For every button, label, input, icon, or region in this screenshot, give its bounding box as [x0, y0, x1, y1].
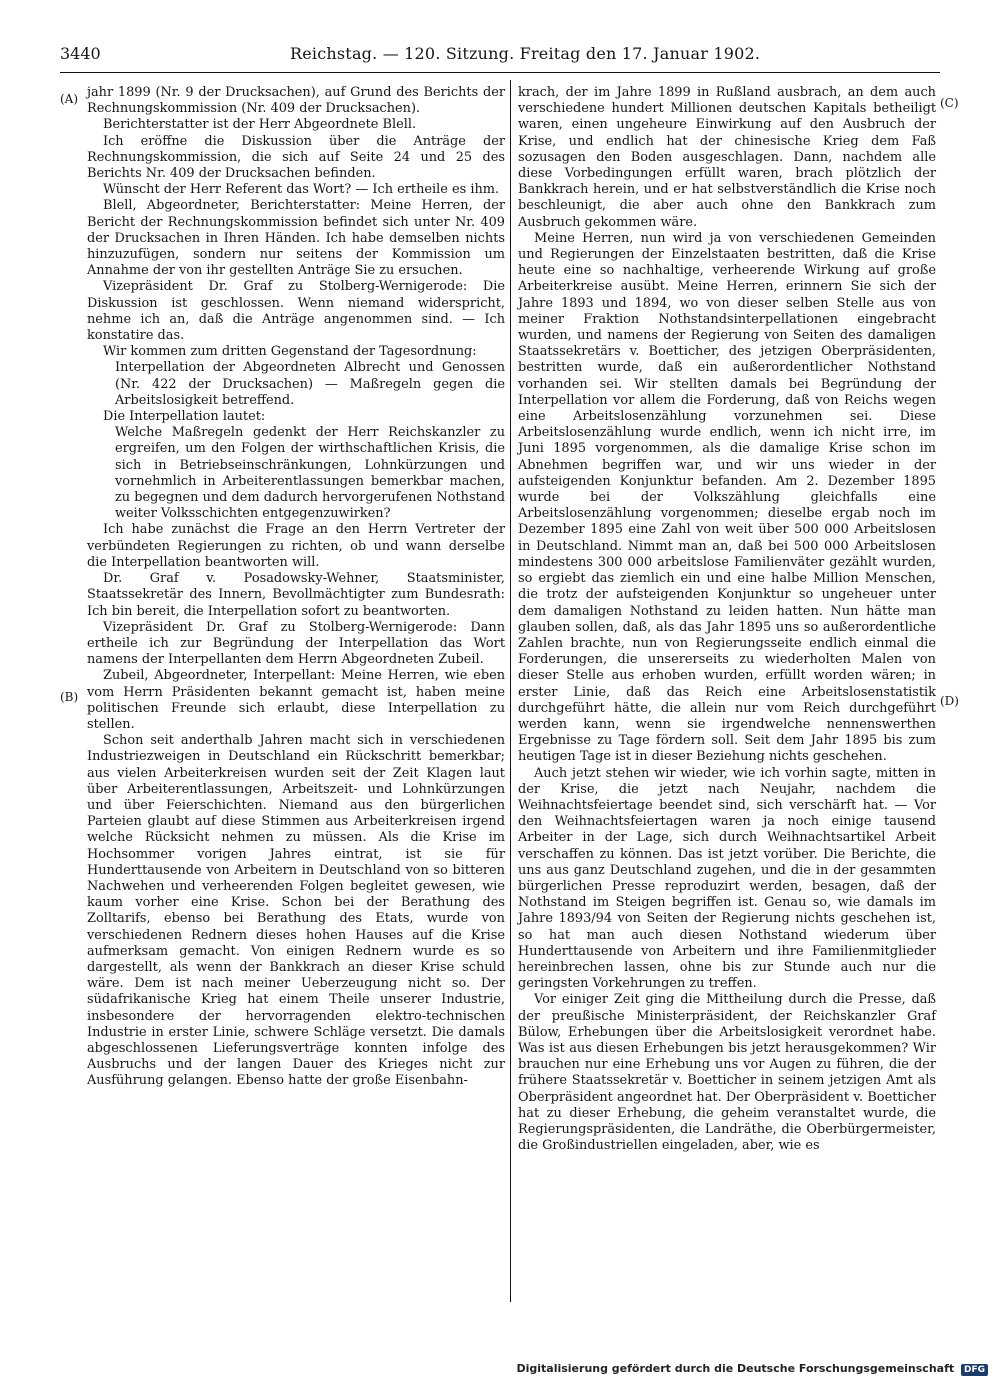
paragraph: jahr 1899 (Nr. 9 der Drucksachen), auf Grund des Berichts der Rechnungskommission (Nr. 409 der Drucksachen).: [87, 85, 505, 117]
paragraph: Vizepräsident Dr. Graf zu Stolberg-Wernigerode: Dann ertheile ich zur Begründung der Interpellation das Wort namens der Interpellanten dem Herrn Abgeordneten Zubeil.: [87, 619, 505, 668]
paragraph: Wünscht der Herr Referent das Wort? — Ich ertheile es ihm.: [103, 182, 500, 198]
paragraph: Berichterstatter ist der Herr Abgeordnete Blell.: [103, 117, 417, 133]
paragraph: Vor einiger Zeit ging die Mittheilung durch die Presse, daß der preußische Ministerpräsident, der Reichskanzler Graf Bülow, Erhebungen über die Arbeitslosigkeit verordnet habe. Was ist aus diesen Erhebungen bis jetzt herausgekommen? Wir brauchen nur eine Erhebung uns vor Augen zu führen, die der frühere Staatssekretär v. Boetticher in seinem jetzigen Amt als Oberpräsident angeordnet hat. Der Oberpräsident v. Boetticher hat zu dieser Erhebung, die geheim veranstaltet wurde, die Regierungspräsidenten, die Landräthe, die Oberbürgermeister, die Großindustriellen eingeladen, aber, wie es: [518, 992, 936, 1154]
dfg-logo: DFG: [961, 1364, 988, 1376]
paragraph: Ich eröffne die Diskussion über die Anträge der Rechnungskommission, die sich auf Seite 24 und 25 des Berichts Nr. 409 der Drucksachen befinden.: [87, 133, 505, 182]
right-column: [518, 85, 936, 1154]
left-column: [87, 85, 505, 1090]
paragraph: Dr. Graf v. Posadowsky-Wehner, Staatsminister, Staatssekretär des Innern, Bevollmächtigter zum Bundesrath: Ich bin bereit, die Interpellation sofort zu beantworten.: [87, 571, 505, 619]
interpellation-text: Welche Maßregeln gedenkt der Herr Reichskanzler zu ergreifen, um den Folgen der wirthschaftlichen Krisis, die sich in Betriebseinschränkungen, Lohnkürzungen und vornehmlich in Arbeiterentlassungen bemerkbar machen, zu begegnen und dem dadurch hervorgerufenen Nothstand weiter Volksschichten entgegenzuwirken?: [115, 425, 505, 522]
margin-mark-d: (D): [940, 694, 959, 708]
footer-credit: [516, 1362, 988, 1376]
running-title: Reichstag. — 120. Sitzung. Freitag den 17. Januar 1902.: [290, 44, 761, 63]
paragraph: Zubeil, Abgeordneter, Interpellant: Meine Herren, wie eben vom Herrn Präsidenten bekannt gemacht ist, haben meine politischen Freunde sich erlaubt, diese Interpellation zu stellen.: [87, 668, 505, 732]
page-header: [60, 44, 940, 66]
paragraph: Vizepräsident Dr. Graf zu Stolberg-Wernigerode: Die Diskussion ist geschlossen. Wenn niemand widerspricht, nehme ich an, daß die Anträge angenommen sind. — Ich konstatire das.: [87, 279, 505, 344]
header-rule: [60, 72, 940, 73]
paragraph: Meine Herren, nun wird ja von verschiedenen Gemeinden und Regierungen der Einzelstaaten bestritten, daß die Krise heute eine so nachhaltige, verheerende Wirkung auf große Arbeiterkreise ausübt. Meine Herren, erinnern Sie sich der Jahre 1893 und 1894, wo von dieser selben Stelle aus von meiner Fraktion Nothstandsinterpellationen eingebracht wurden, und namens der Regierung von Seiten des damaligen Staatssekretärs v. Boetticher, des jetzigen Oberpräsidenten, bestritten wurde, daß ein außerordentlicher Nothstand vorhanden sei. Wir stellten damals bei Begründung der Interpellation vor allem die Forderung, daß von Reichs wegen eine Arbeitslosenzählung vorzunehmen sei. Diese Arbeitslosenzählung wurde endlich, wenn ich nicht irre, im Juni 1895 vorgenommen, als die damalige Krise schon im Abnehmen begriffen war, und wir uns wieder in der aufsteigenden Konjunktur befanden. Am 2. Dezember 1895 wurde bei der Volkszählung gleichfalls eine Arbeitslosenzählung vorgenommen; dieselbe ergab noch im Dezember 1895 eine Zahl von weit über 500 000 Arbeitslosen in Deutschland. Nimmt man an, daß bei 500 000 Arbeitslosen mindestens 300 000 arbeitslose Familienväter gezählt wurden, so ergiebt das ziemlich ein und eine halbe Million Menschen, die trotz der aufsteigenden Konjunktur so ungeheuer unter dem damaligen Nothstand zu leiden hatten. Nun hätte man glauben sollen, daß, als das Jahr 1895 uns so außerordentliche Zahlen brachte, nun von Regierungsseite endlich einmal die Forderungen, die unsererseits zu wiederholten Malen von dieser Stelle aus erhoben wurden, erfüllt worden wären; in erster Linie, daß das Reich eine Arbeitslosenstatistik durchgeführt hätte, die allein nur vom Reich durchgeführt werden kann, wenn sie irgendwelche nennenswerthen Ergebnisse zu Tage fördern soll. Seit dem Jahr 1895 bis zum heutigen Tage ist in dieser Beziehung nichts geschehen.: [518, 230, 936, 765]
page-number: 3440: [60, 44, 101, 63]
footer-text: Digitalisierung gefördert durch die Deutsche Forschungsgemeinschaft: [516, 1362, 955, 1375]
agenda-item: Interpellation der Abgeordneten Albrecht und Genossen (Nr. 422 der Drucksachen) — Maßregeln gegen die Arbeitslosigkeit betreffend.: [115, 360, 505, 408]
margin-mark-a: (A): [60, 92, 79, 106]
paragraph: Ich habe zunächst die Frage an den Herrn Vertreter der verbündeten Regierungen zu richten, ob und wann derselbe die Interpellation beantworten will.: [87, 522, 505, 570]
paragraph: Auch jetzt stehen wir wieder, wie ich vorhin sagte, mitten in der Krise, die jetzt nach Neujahr, nachdem die Weihnachtsfeiertage beendet sind, sich verschärft hat. — Vor den Weihnachtsfeiertagen waren ja noch einige tausend Arbeiter in der Lage, sich durch Weihnachtsartikel Arbeit verschaffen zu können. Das ist jetzt vorüber. Die Berichte, die uns aus ganz Deutschland zugehen, und die in der gesammten bürgerlichen Presse reproduzirt werden, besagen, daß der Nothstand im Steigen begriffen ist. Genau so, wie damals im Jahre 1893/94 von Seiten der Regierung nichts geschehen ist, so hat man auch diesen Nothstand wiederum über Hunderttausende von Arbeitern und ihre Familienmitglieder hereinbrechen lassen, ohne bis zur Stunde auch nur die geringsten Vorkehrungen zu treffen.: [518, 765, 936, 992]
paragraph: Wir kommen zum dritten Gegenstand der Tagesordnung:: [103, 344, 477, 360]
paragraph: krach, der im Jahre 1899 in Rußland ausbrach, an dem auch verschiedene hundert Millionen deutschen Kapitals betheiligt waren, einen ungeheure Einwirkung auf den Ausbruch der Krise, und endlich hat der chinesische Krieg dem Faß sozusagen den Boden ausgeschlagen. Dann, nachdem alle diese Vorbedingungen erfüllt waren, brach plötzlich der Bankkrach herein, und er hat selbstverständlich die Krise noch beschleunigt, die aber auch ohne den Bankkrach zum Ausbruch gekommen wäre.: [518, 85, 936, 230]
paragraph: Die Interpellation lautet:: [103, 409, 266, 425]
column-divider: [510, 80, 511, 1302]
paragraph: Schon seit anderthalb Jahren macht sich in verschiedenen Industriezweigen in Deutschland ein Rückschritt bemerkbar; aus vielen Arbeiterkreisen wurden seit der Zeit Klagen laut über Arbeiterentlassungen, Arbeitszeit- und Lohnkürzungen und über Feierschichten. Niemand aus den bürgerlichen Parteien glaubt auf diese Stimmen aus Arbeiterkreisen irgend welche Rücksicht nehmen zu müssen. Als die Krise im Hochsommer vorigen Jahres eintrat, ist sie für Hunderttausende von Arbeitern in Deutschland von so bitteren Nachwehen und verheerenden Folgen begleitet gewesen, wie kaum vorher eine Krise. Schon bei der Berathung des Zolltarifs, ebenso bei Berathung des Etats, wurde von verschiedenen Rednern dieses hohen Hauses auf die Krise aufmerksam gemacht. Von einigen Rednern wurde es so dargestellt, als wenn der Bankkrach an dieser Krise schuld wäre. Dem ist nach meiner Ueberzeugung nicht so. Der südafrikanische Krieg hat einem Theile unserer Industrie, insbesondere der hervorragenden elektro-technischen Industrie in erster Linie, schwere Schläge versetzt. Die damals abgeschlossenen Lieferungsverträge konnten infolge des Ausbruchs und der langen Dauer des Krieges nicht zur Ausführung gelangen. Ebenso hatte der große Eisenbahn-: [87, 733, 505, 1089]
margin-mark-b: (B): [60, 690, 79, 704]
margin-mark-c: (C): [940, 96, 959, 110]
paragraph: Blell, Abgeordneter, Berichterstatter: Meine Herren, der Bericht der Rechnungskommission befindet sich unter Nr. 409 der Drucksachen in Ihren Händen. Ich habe demselben nichts hinzuzufügen, sondern nur seitens der Kommission um Annahme der von ihr gestellten Anträge Sie zu ersuchen.: [87, 198, 505, 279]
